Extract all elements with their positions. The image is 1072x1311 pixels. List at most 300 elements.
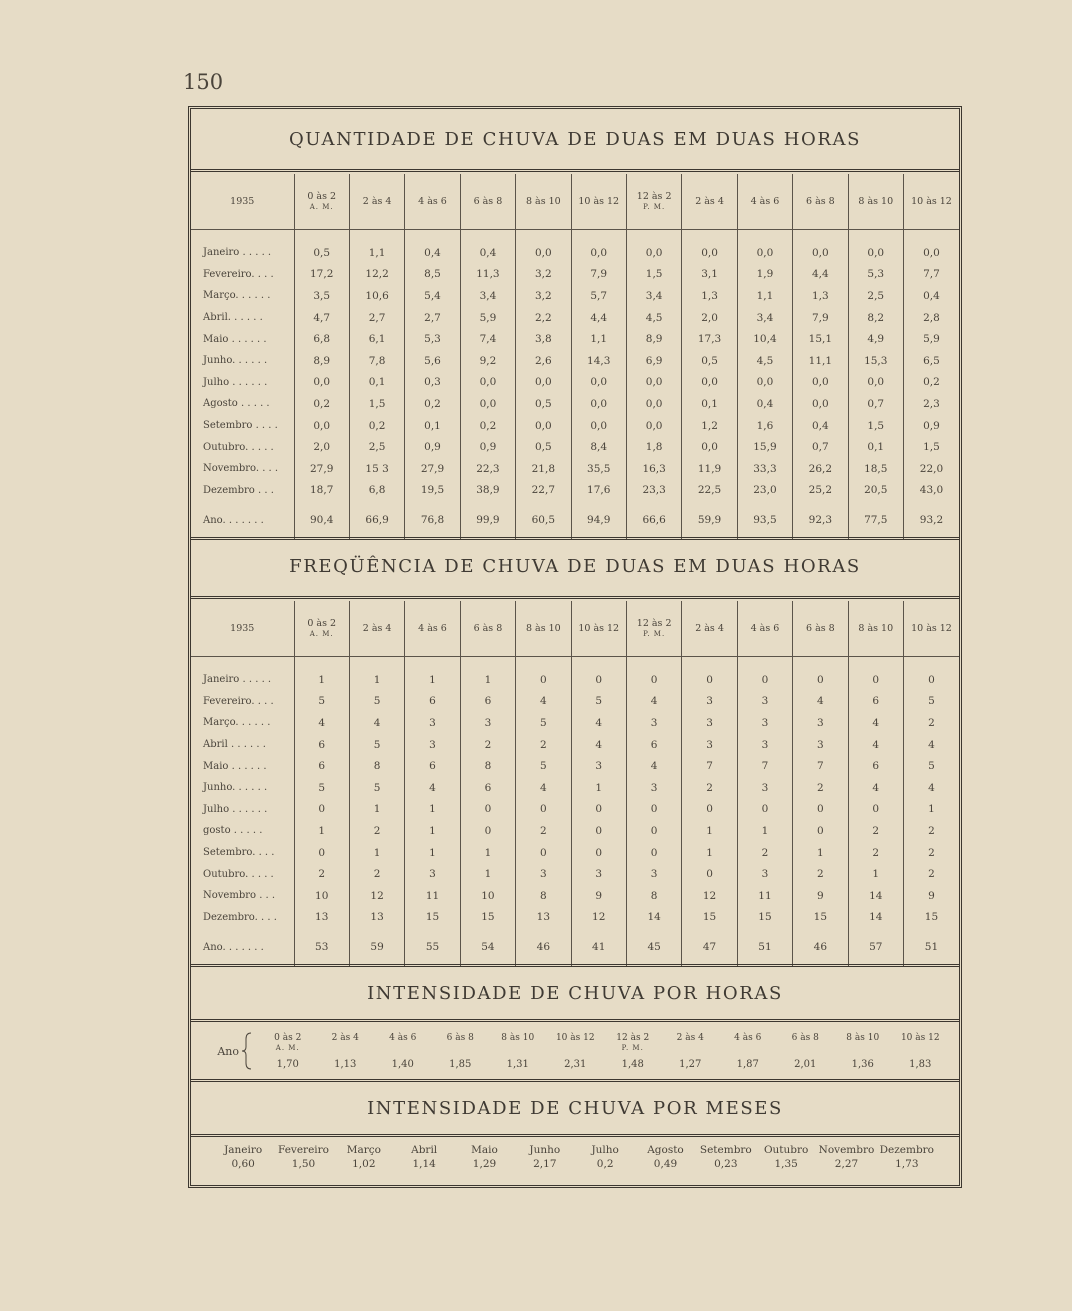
table-row [191,436,959,458]
value-cell: 1 [405,799,460,821]
value-cell: 0 [626,820,681,842]
column-label: 2 às 4 [362,623,392,634]
column-period [374,1043,432,1053]
month-intensity-value: 1,35 [774,1158,798,1170]
value-cell: 1,1 [737,285,792,307]
intensity-row-label: Ano [217,1044,239,1058]
value-cell: 33,3 [737,458,792,480]
spacer-cell [516,657,571,670]
value-cell: 4 [405,777,460,799]
value-cell: 0,2 [460,415,515,437]
total-cell: 59,9 [682,501,737,539]
value-cell: 0 [516,842,571,864]
value-cell: 6 [294,755,349,777]
value-cell: 0 [737,799,792,821]
value-cell: 5 [349,691,404,713]
value-cell: 1,2 [682,415,737,437]
total-cell: 46 [516,928,571,966]
frequency-column-header [903,601,959,657]
spacer-cell [737,230,792,243]
value-cell: 17,3 [682,328,737,350]
value-cell: 2,0 [294,436,349,458]
month-label: Março. . . . . . [203,290,271,302]
value-cell: 4,9 [848,328,903,350]
spacer-cell [191,230,294,243]
value-cell: 4 [848,734,903,756]
value-cell: 6 [294,734,349,756]
value-cell: 22,3 [460,458,515,480]
value-cell: 4 [516,777,571,799]
value-cell: 0,5 [516,436,571,458]
intensity-column-header [374,1033,432,1053]
value-cell: 0,2 [349,415,404,437]
value-cell: 12 [571,907,626,929]
column-label: 4 às 6 [418,196,447,207]
column-label: 10 às 12 [578,623,620,634]
column-label: 8 às 10 [846,1032,880,1043]
table-row [191,350,959,372]
total-cell: 51 [903,928,959,966]
value-cell: 4 [626,755,681,777]
value-cell: 0 [848,669,903,691]
value-cell: 5,9 [460,307,515,329]
value-cell: 2 [349,820,404,842]
value-cell: 0,0 [626,393,681,415]
brace-icon [241,1031,255,1071]
spacer-cell [682,230,737,243]
column-label: 10 às 12 [911,623,952,634]
spacer-cell [793,657,848,670]
month-label: Junho. . . . . . [203,782,268,794]
value-cell: 0,1 [848,436,903,458]
frequency-column-header [737,601,792,657]
intensity-value: 1,70 [276,1058,299,1070]
value-cell: 0,1 [349,372,404,394]
value-cell: 6,8 [294,328,349,350]
total-cell: 46 [793,928,848,966]
value-cell: 19,5 [405,480,460,502]
quantity-column-header [793,174,848,230]
value-cell: 0 [294,842,349,864]
value-cell: 18,5 [848,458,903,480]
intensity-value: 2,31 [564,1058,587,1070]
spacer-row [191,230,959,243]
value-cell: 3 [793,712,848,734]
value-cell: 0,4 [737,393,792,415]
value-cell: 16,3 [626,458,681,480]
intensity-column-header [892,1033,950,1053]
table-row [191,712,959,734]
value-cell: 4,5 [626,307,681,329]
value-cell: 4 [848,712,903,734]
value-cell: 6,5 [903,350,959,372]
value-cell: 1,5 [626,264,681,286]
table-row [191,458,959,480]
value-cell: 8 [626,885,681,907]
value-cell: 4 [903,734,959,756]
value-cell: 0 [571,842,626,864]
value-cell: 10 [294,885,349,907]
month-name: Novembro [818,1144,875,1156]
value-cell: 1,1 [349,242,404,264]
month-intensity-value: 1,29 [472,1158,497,1170]
value-cell: 0,0 [903,242,959,264]
month-label: Fevereiro. . . . [203,268,274,280]
table-row [191,415,959,437]
frequency-column-header [682,601,737,657]
value-cell: 4,5 [737,350,792,372]
page-number: 150 [183,70,224,94]
column-period [662,1043,720,1053]
value-cell: 0,3 [405,372,460,394]
column-label: 10 às 12 [900,1032,940,1043]
month-intensity-value: 1,14 [412,1158,436,1170]
month-label: Novembro. . . . [203,463,279,475]
value-cell: 5,4 [405,285,460,307]
value-cell: 23,0 [737,480,792,502]
table-row [191,307,959,329]
month-name: Fevereiro [277,1144,329,1156]
value-cell: 3,8 [516,328,571,350]
month-label: Maio . . . . . . [203,760,267,772]
value-cell: 0,0 [294,372,349,394]
month-name: Setembro [699,1144,752,1156]
value-cell: 5,3 [848,264,903,286]
value-cell: 2 [903,863,959,885]
value-cell: 0,0 [294,415,349,437]
value-cell: 0,5 [682,350,737,372]
value-cell: 0,0 [571,372,626,394]
value-cell: 4 [349,712,404,734]
value-cell: 2 [903,712,959,734]
value-cell: 9 [793,885,848,907]
value-cell: 1 [349,842,404,864]
month-label: Fevereiro. . . . [203,695,274,707]
value-cell: 4,4 [571,307,626,329]
month-name: Dezembro [879,1144,935,1156]
intensity-months-title: INTENSIDADE DE CHUVA POR MESES [367,1098,783,1119]
total-cell: 54 [460,928,515,966]
value-cell: 8 [349,755,404,777]
divider [191,1079,959,1082]
column-label: 4 às 6 [734,1032,762,1043]
table-row [191,820,959,842]
value-cell: 8 [516,885,571,907]
value-cell: 0,0 [793,393,848,415]
value-cell: 0,2 [294,393,349,415]
column-label: 10 às 12 [555,1032,595,1043]
value-cell: 0 [848,799,903,821]
column-label: 8 às 10 [858,623,894,634]
month-label: Maio . . . . . . [203,333,267,345]
value-cell: 2 [516,820,571,842]
month-intensity-value: 2,27 [834,1158,859,1170]
value-cell: 12,2 [349,264,404,286]
value-cell: 5,6 [405,350,460,372]
value-cell: 0,0 [626,372,681,394]
value-cell: 5 [903,691,959,713]
table-row [191,777,959,799]
intensity-column-header [604,1033,662,1053]
total-cell: 90,4 [294,501,349,539]
value-cell: 4 [571,734,626,756]
column-period [834,1043,892,1053]
frequency-column-header [571,601,626,657]
value-cell: 17,6 [571,480,626,502]
value-cell: 3,4 [737,307,792,329]
value-cell: 5,9 [903,328,959,350]
value-cell: 27,9 [294,458,349,480]
divider [191,596,959,599]
value-cell: 0,0 [516,415,571,437]
table-row [191,799,959,821]
table-row [191,264,959,286]
total-cell: 93,2 [903,501,959,539]
value-cell: 6 [848,755,903,777]
value-cell: 5,3 [405,328,460,350]
value-cell: 20,5 [848,480,903,502]
spacer-cell [903,230,959,243]
column-label: 12 às 2 [616,1032,650,1043]
value-cell: 0,0 [516,372,571,394]
value-cell: 0 [793,799,848,821]
value-cell: 6 [405,755,460,777]
frequency-column-header [405,601,460,657]
value-cell: 0,0 [793,372,848,394]
column-label: 6 às 8 [806,623,835,634]
spacer-cell [571,657,626,670]
value-cell: 11,3 [460,264,515,286]
value-cell: 2,7 [349,307,404,329]
value-cell: 21,8 [516,458,571,480]
value-cell: 0,0 [626,242,681,264]
value-cell: 0,5 [294,242,349,264]
month-intensity-value: 0,23 [714,1158,738,1170]
column-label: 12 às 2 [636,190,672,202]
value-cell: 6,9 [626,350,681,372]
month-label: Novembro . . . [203,890,276,902]
value-cell: 15 3 [349,458,404,480]
table-row [191,285,959,307]
month-label: Março. . . . . . [203,717,271,729]
column-period [892,1043,950,1053]
value-cell: 10,6 [349,285,404,307]
value-cell: 12 [682,885,737,907]
value-cell: 2 [460,734,515,756]
column-label: 6 às 8 [791,1032,819,1043]
value-cell: 6 [626,734,681,756]
value-cell: 3,4 [460,285,515,307]
value-cell: 1 [460,863,515,885]
value-cell: 0,0 [626,415,681,437]
intensity-hours-title: INTENSIDADE DE CHUVA POR HORAS [367,983,783,1004]
value-cell: 26,2 [793,458,848,480]
frequency-column-header [626,601,681,657]
quantity-column-header [516,174,571,230]
value-cell: 0 [516,669,571,691]
intensity-value: 1,83 [909,1058,932,1070]
value-cell: 1 [294,820,349,842]
table-row [191,242,959,264]
intensity-value: 2,01 [794,1058,817,1070]
value-cell: 3 [460,712,515,734]
total-row [191,501,959,539]
value-cell: 0 [682,669,737,691]
value-cell: 6 [460,777,515,799]
table-row [191,907,959,929]
divider [191,1019,959,1022]
value-cell: 5 [349,734,404,756]
value-cell: 5 [516,712,571,734]
column-label: 12 às 2 [636,617,672,629]
value-cell: 1,3 [682,285,737,307]
value-cell: 3,4 [626,285,681,307]
value-cell: 2,8 [903,307,959,329]
month-name: Agosto [647,1144,684,1156]
value-cell: 1 [405,820,460,842]
value-cell: 22,7 [516,480,571,502]
column-label: 2 às 4 [695,623,724,634]
intensity-hours-values [259,1033,949,1070]
total-cell: 51 [737,928,792,966]
value-cell: 7 [682,755,737,777]
value-cell: 0,0 [571,242,626,264]
table-row [191,755,959,777]
table-row [191,669,959,691]
column-label: 8 às 10 [525,196,561,207]
month-name: Março [346,1144,381,1156]
divider [191,964,959,967]
intensity-months-values [213,1143,937,1171]
month-label: Outubro. . . . . [203,868,274,880]
value-cell: 23,3 [626,480,681,502]
value-cell: 1,1 [571,328,626,350]
month-label: Setembro. . . . [203,847,275,859]
value-cell: 0,4 [460,242,515,264]
value-cell: 0,0 [848,372,903,394]
column-label: 2 às 4 [362,196,392,207]
column-label: 2 às 4 [695,196,724,207]
column-label: 4 às 6 [418,623,447,634]
value-cell: 7,8 [349,350,404,372]
intensity-value: 1,40 [391,1058,414,1070]
month-label: Julho . . . . . . [203,803,268,815]
value-cell: 2,5 [349,436,404,458]
value-cell: 0,0 [682,242,737,264]
spacer-cell [349,657,404,670]
value-cell: 15 [793,907,848,929]
total-label: Ano. . . . . . . [203,514,264,526]
value-cell: 0,7 [848,393,903,415]
divider [191,1134,959,1137]
value-cell: 10 [460,885,515,907]
value-cell: 2 [848,820,903,842]
frequency-column-header [793,601,848,657]
value-cell: 3 [793,734,848,756]
month-name: Abril [411,1144,438,1156]
value-cell: 1,9 [737,264,792,286]
value-cell: 3 [405,734,460,756]
column-period: A. M. [275,1043,300,1052]
divider [191,169,959,172]
value-cell: 2,0 [682,307,737,329]
value-cell: 0,0 [682,436,737,458]
total-cell: 94,9 [571,501,626,539]
quantity-column-header [903,174,959,230]
value-cell: 0,9 [460,436,515,458]
table-frame [188,106,962,1188]
value-cell: 1 [903,799,959,821]
value-cell: 0 [516,799,571,821]
spacer-cell [349,230,404,243]
month-label: Dezembro. . . . [203,911,277,923]
intensity-column-header [489,1033,547,1053]
value-cell: 27,9 [405,458,460,480]
month-intensity-value: 2,17 [533,1158,557,1170]
value-cell: 0 [294,799,349,821]
value-cell: 0,4 [793,415,848,437]
value-cell: 22,5 [682,480,737,502]
value-cell: 3 [737,777,792,799]
intensity-column-header [259,1033,317,1053]
column-label: 10 às 12 [578,196,620,207]
value-cell: 7,7 [903,264,959,286]
month-label: Abril . . . . . . [203,739,266,751]
month-intensity-value: 1,50 [291,1158,316,1170]
column-label: 0 às 2 [307,190,337,202]
value-cell: 0,0 [737,242,792,264]
value-cell: 3 [571,863,626,885]
value-cell: 18,7 [294,480,349,502]
column-label: 4 às 6 [750,196,780,207]
value-cell: 3 [405,863,460,885]
frequency-table [191,601,959,966]
value-cell: 5 [571,691,626,713]
value-cell: 0,0 [460,393,515,415]
value-cell: 4 [793,691,848,713]
value-cell: 5 [903,755,959,777]
value-cell: 2 [793,777,848,799]
intensity-column-header [547,1033,605,1053]
month-label: Setembro . . . . [203,420,278,432]
value-cell: 2,2 [516,307,571,329]
month-name: Junho [529,1144,561,1156]
value-cell: 3 [737,712,792,734]
value-cell: 0,0 [571,393,626,415]
value-cell: 5 [294,777,349,799]
column-label: 2 às 4 [331,1032,359,1043]
value-cell: 4 [516,691,571,713]
total-cell: 59 [349,928,404,966]
value-cell: 0 [903,669,959,691]
frequency-year-header: 1935 [191,601,294,657]
value-cell: 2,5 [848,285,903,307]
spacer-cell [294,230,349,243]
value-cell: 9,2 [460,350,515,372]
value-cell: 1,5 [349,393,404,415]
value-cell: 2 [737,842,792,864]
value-cell: 0 [682,799,737,821]
value-cell: 6,1 [349,328,404,350]
value-cell: 2 [903,842,959,864]
spacer-cell [405,657,460,670]
total-cell: 93,5 [737,501,792,539]
value-cell: 7,9 [793,307,848,329]
value-cell: 1 [460,669,515,691]
intensity-value: 1,85 [449,1058,472,1070]
column-period: A. M. [309,202,334,211]
value-cell: 8,2 [848,307,903,329]
